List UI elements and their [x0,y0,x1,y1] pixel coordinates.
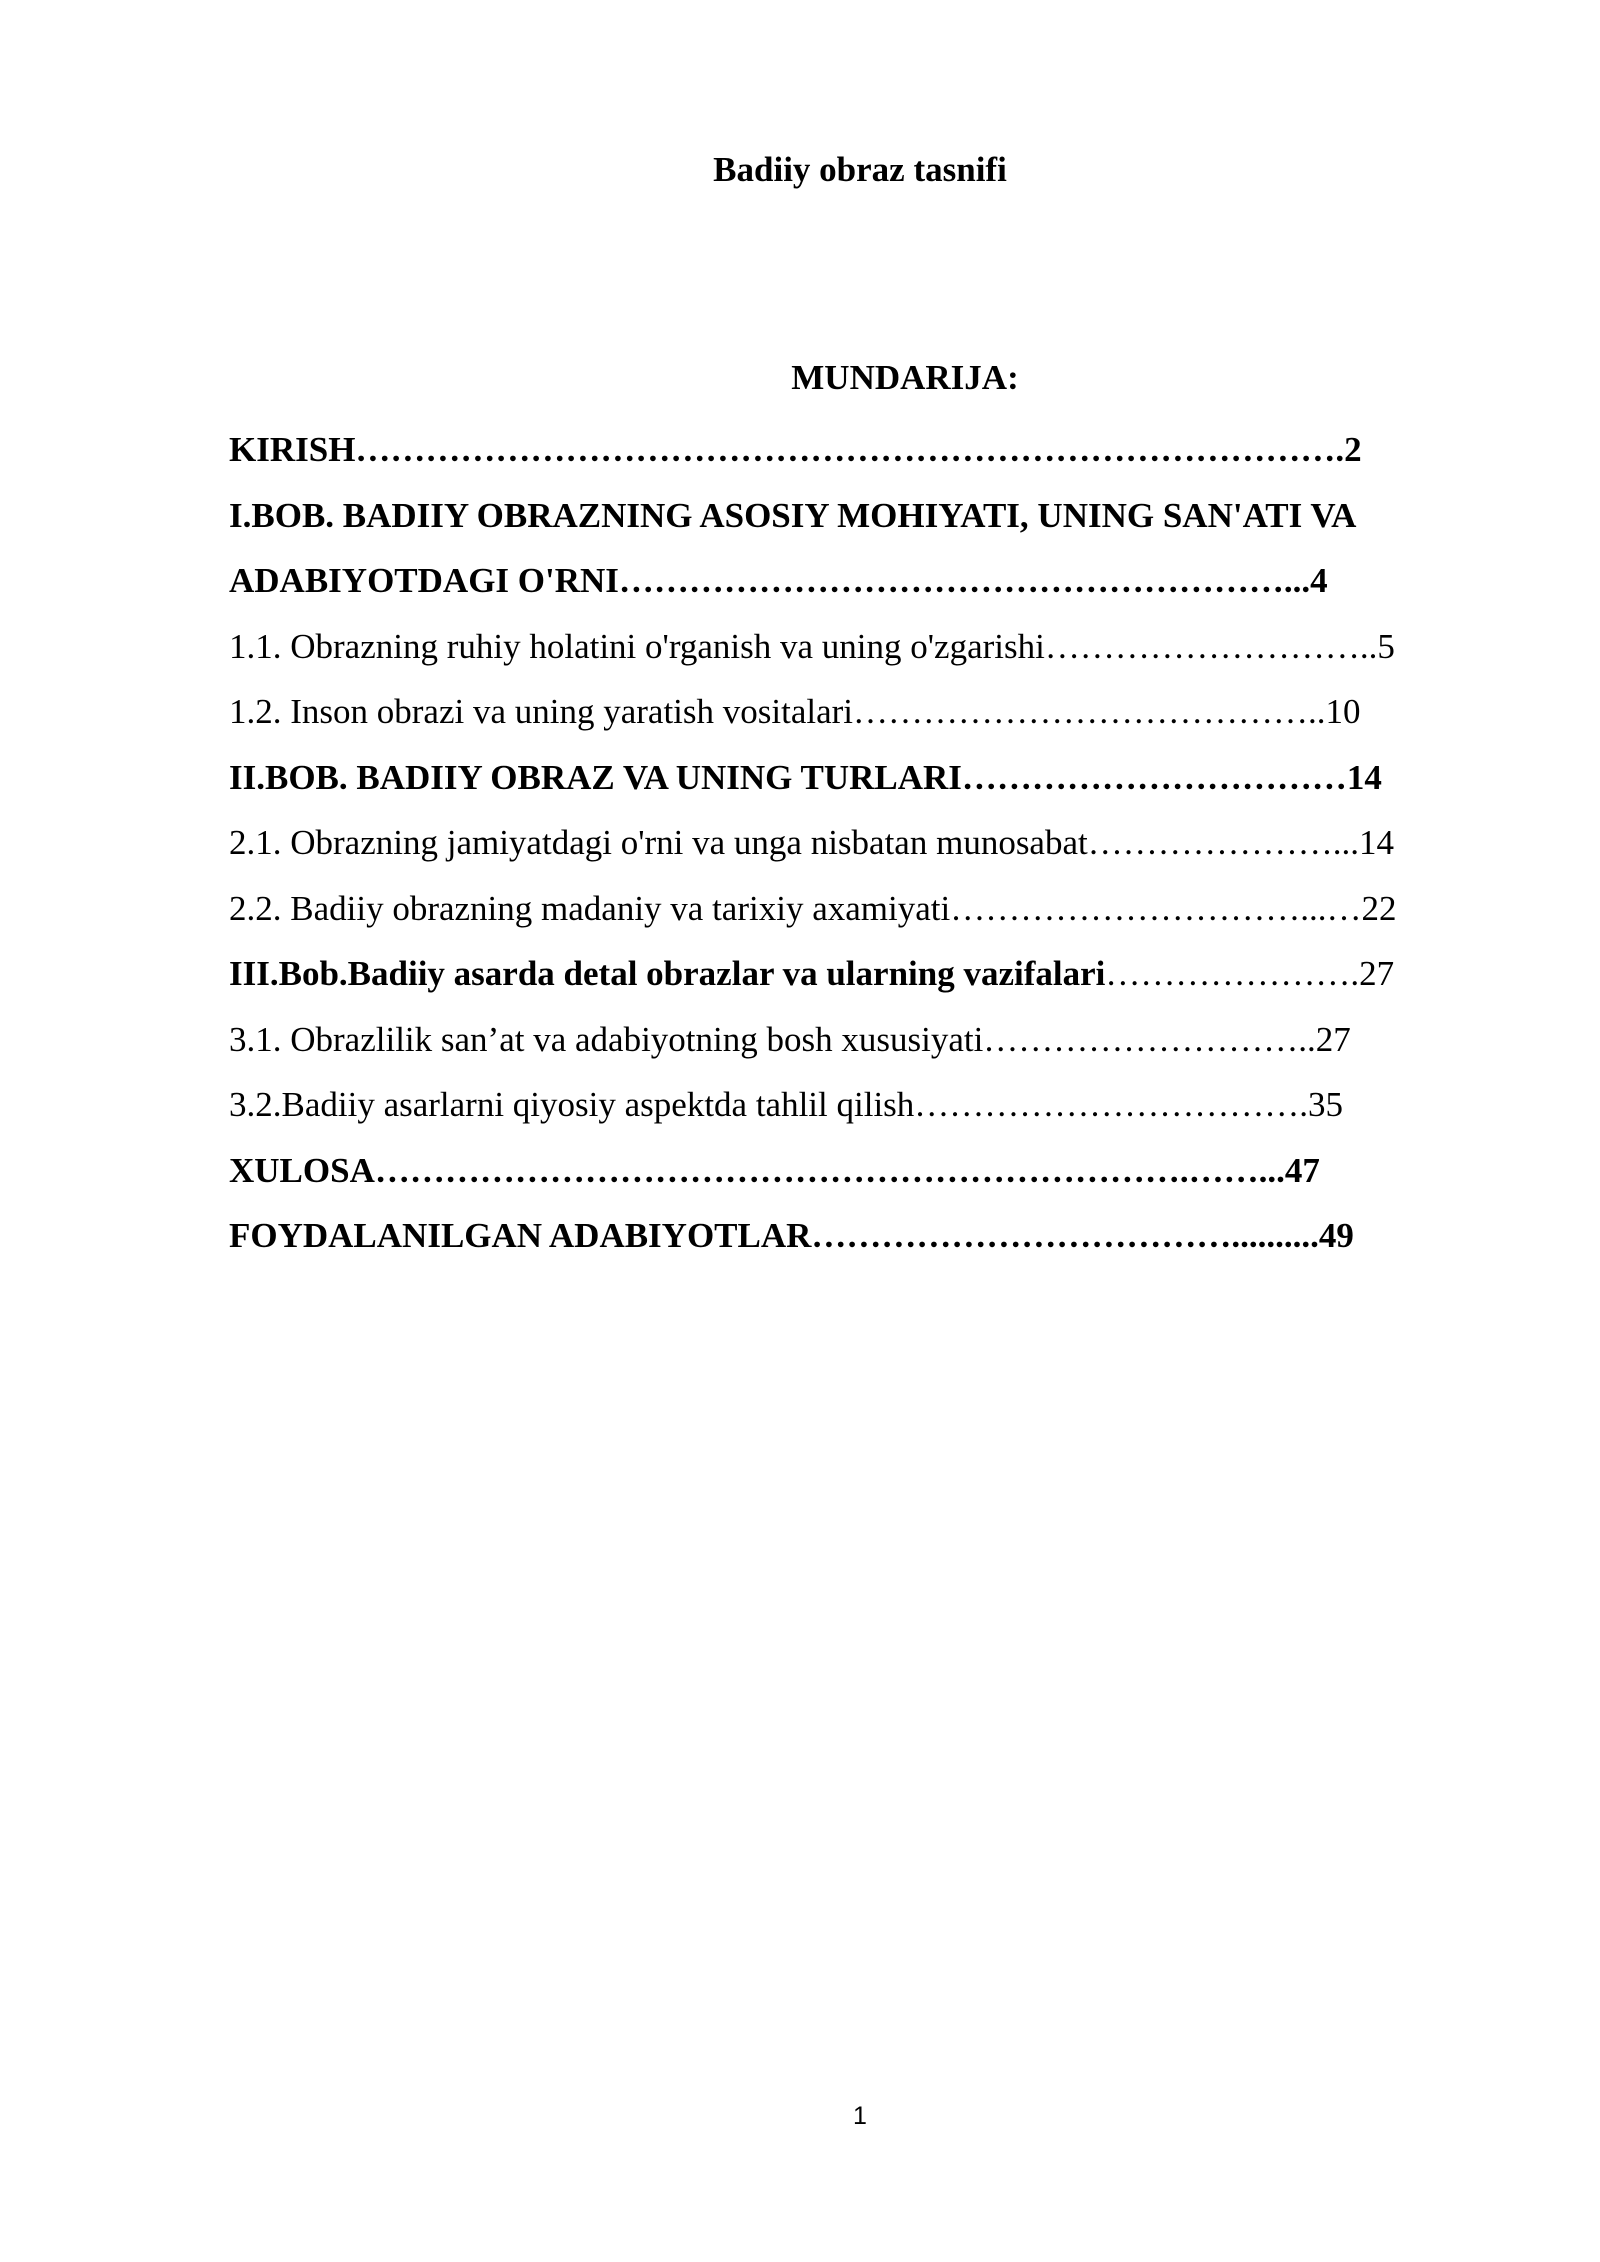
toc-entry-text: I.BOB. BADIIY OBRAZNING ASOSIY MOHIYATI, UNING SAN'ATI VA [229,495,1357,535]
table-of-contents [229,417,1489,1269]
toc-entry-text: II.BOB. BADIIY OBRAZ VA UNING TURLARI……………………………14 [229,757,1382,797]
page-number: 1 [853,2102,867,2130]
toc-entry-text: FOYDALANILGAN ADABIYOTLAR………………………………..........49 [229,1216,1354,1255]
document-title: Badiiy obraz tasnifi [713,150,1007,189]
toc-heading: MUNDARIJA: [791,358,1019,397]
toc-entry-3-2 [229,1072,1489,1138]
toc-entry-text: ADABIYOTDAGI O'RNI…………………………………………………...4 [229,561,1328,600]
toc-entry-kirish [229,417,1489,483]
toc-entry-text: 1.1. Obrazning ruhiy holatini o'rganish va uning o'zgarishi………………………..5 [229,626,1395,666]
toc-entry-text: XULOSA…………………………………………………………….……...47 [229,1150,1320,1190]
toc-entry-text: 1.2. Inson obrazi va uning yaratish vositalari…………………………………..10 [229,692,1361,731]
toc-entry-text: 2.1. Obrazning jamiyatdagi o'rni va unga nisbatan munosabat…………………...14 [229,823,1394,862]
toc-entry-text: 3.1. Obrazlilik san’at va adabiyotning bosh xususiyati………………………..27 [229,1019,1351,1059]
toc-entry-2-1 [229,810,1489,876]
toc-entry-chapter-3 [229,941,1489,1007]
toc-entry-1-2 [229,679,1489,745]
toc-entry-references [229,1203,1489,1269]
toc-entry-1-1 [229,614,1489,680]
toc-entry-text: KIRISH………………………………………………………………………….2 [229,430,1362,469]
toc-entry-leader: ………………….27 [1105,954,1395,993]
toc-entry-3-1 [229,1007,1489,1073]
toc-entry-2-2 [229,876,1489,942]
toc-entry-chapter-1 [229,483,1489,549]
toc-entry-chapter-2 [229,745,1489,811]
toc-entry-text: III.Bob.Badiiy asarda detal obrazlar va ularning vazifalari [229,954,1106,993]
toc-entry-chapter-1-cont [229,548,1489,614]
toc-entry-xulosa [229,1138,1489,1204]
toc-entry-text: 2.2. Badiiy obrazning madaniy va tarixiy axamiyati…………………………...…22 [229,888,1397,928]
toc-entry-text: 3.2.Badiiy asarlarni qiyosiy aspektda tahlil qilish…………………………….35 [229,1085,1344,1124]
